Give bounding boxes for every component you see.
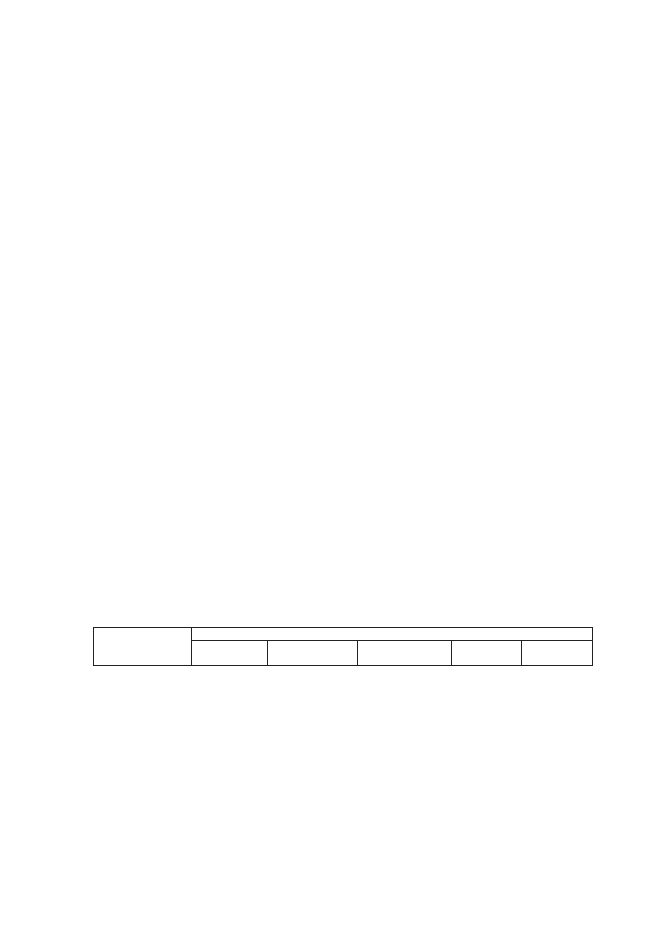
table-2 bbox=[93, 627, 593, 666]
table-header-group bbox=[191, 628, 592, 641]
table-col-header bbox=[522, 641, 593, 666]
table-col-header bbox=[358, 641, 451, 666]
table-col-header bbox=[451, 641, 522, 666]
table-col-header bbox=[191, 641, 267, 666]
table-header-class bbox=[94, 628, 192, 666]
table-col-header bbox=[268, 641, 358, 666]
body-text-bottom bbox=[93, 716, 593, 718]
